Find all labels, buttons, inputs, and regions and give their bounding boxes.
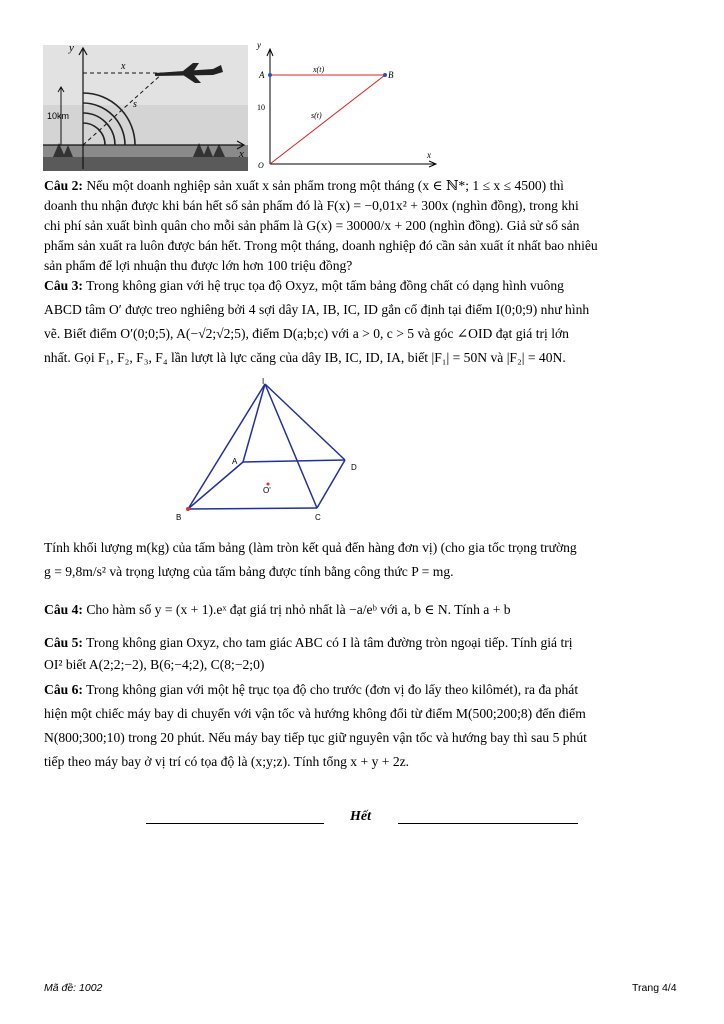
point-a	[268, 73, 272, 77]
position-graph	[255, 42, 440, 177]
graph-10-label: 10	[257, 103, 265, 112]
q3-line-4: nhất. Gọi F₁, F₂, F₃, F₄ lần lượt là lực căng của dây IB, IC, ID, IA, biết |F₁| = 50N và |F₂| = 40N.	[44, 350, 566, 365]
q5-title: Câu 5:	[44, 635, 83, 650]
label-o-prime: O'	[263, 486, 271, 495]
airplane-photo	[43, 45, 248, 171]
question-3	[44, 274, 684, 370]
q2-line-3: chi phí sản xuất bình quân cho mỗi sản phẩm là G(x) = 30000/x + 200 (nghìn đồng). Giả sử số sản	[44, 218, 580, 233]
q2-line-1: Nếu một doanh nghiệp sản xuất x sản phẩm trong một tháng (x ∈ ℕ*; 1 ≤ x ≤ 4500) thì	[86, 178, 564, 193]
q3-line-3: vẽ. Biết điểm O′(0;0;5), A(−√2;√2;5), điểm D(a;b;c) với a > 0, c > 5 và góc ∠OID đạt giá trị lớn	[44, 326, 569, 341]
q3-line-5: Tính khối lượng m(kg) của tấm bảng (làm tròn kết quả đến hàng đơn vị) (cho gia tốc trọng trường	[44, 540, 577, 555]
graph-st-label: s(t)	[311, 111, 322, 120]
label-a: A	[232, 457, 238, 466]
graph-axis-y-label: y	[257, 42, 261, 50]
graph-axis-x-label: x	[427, 150, 431, 160]
q5-line-2: OI² biết A(2;2;−2), B(6;−4;2), C(8;−2;0)	[44, 657, 265, 672]
q3-line-2: ABCD tâm O′ được treo nghiêng bởi 4 sợi dây IA, IB, IC, ID gắn cố định tại điểm I(0;0;9) như hình	[44, 302, 590, 317]
pyramid-diagram	[168, 378, 368, 528]
q2-title: Câu 2:	[44, 178, 83, 193]
photo-axis-x-label: x	[239, 148, 244, 160]
photo-axis-y-label: y	[69, 45, 74, 54]
photo-s-label: s	[133, 99, 137, 110]
q6-title: Câu 6:	[44, 682, 83, 697]
label-c: C	[315, 513, 321, 522]
q4-title: Câu 4:	[44, 602, 83, 617]
point-b	[383, 73, 387, 77]
q5-line-1: Trong không gian Oxyz, cho tam giác ABC có I là tâm đường tròn ngoại tiếp. Tính giá trị	[86, 635, 573, 650]
q6-line-3: N(800;300;10) trong 20 phút. Nếu máy bay tiếp tục giữ nguyên vận tốc và hướng bay thì sau 5 phút	[44, 730, 587, 745]
q6-line-1: Trong không gian với một hệ trục tọa độ cho trước (đơn vị đo lấy theo kilômét), ra đa phát	[86, 682, 579, 697]
q2-line-2: doanh thu nhận được khi bán hết số sản phẩm đó là F(x) = −0,01x² + 300x (nghìn đồng), trong khi	[44, 198, 579, 213]
graph-a-label: A	[259, 70, 265, 80]
label-d: D	[351, 463, 357, 472]
photo-x-label: x	[121, 61, 126, 72]
q4-text: Cho hàm số y = (x + 1).eˣ đạt giá trị nhỏ nhất là −a/eᵇ với a, b ∈ N. Tính a + b	[86, 602, 511, 617]
end-text: Hết	[350, 809, 371, 824]
question-5	[44, 632, 684, 676]
end-divider-right	[398, 823, 578, 824]
label-i: I	[262, 378, 265, 386]
graph-b-label: B	[388, 70, 394, 80]
label-b: B	[176, 513, 182, 522]
photo-height-label: 10km	[47, 111, 70, 121]
question-6	[44, 678, 684, 774]
question-3-continued	[44, 536, 684, 584]
exam-code: Mã đề: 1002	[44, 982, 103, 994]
graph-origin-label: O	[258, 161, 264, 170]
q3-title: Câu 3:	[44, 278, 83, 293]
q3-line-1: Trong không gian với hệ trục tọa độ Oxyz, một tấm bảng đồng chất có dạng hình vuông	[86, 278, 564, 293]
end-divider-left	[146, 823, 324, 824]
question-4	[44, 600, 684, 620]
q6-line-2: hiện một chiếc máy bay di chuyển với vận tốc và hướng không đổi từ điểm M(500;200;8) đến điểm	[44, 706, 586, 721]
graph-xt-label: x(t)	[313, 65, 325, 74]
page-number: Trang 4/4	[632, 982, 677, 994]
vertex-b-dot	[186, 507, 190, 511]
q2-line-5: sản phẩm để lợi nhuận thu được lớn hơn 100 triệu đồng?	[44, 258, 353, 273]
question-2	[44, 176, 684, 276]
q2-line-4: phẩm sản xuất ra luôn được bán hết. Trong một tháng, doanh nghiệp đó cần sản xuất ít nhất bao nhiêu	[44, 238, 598, 253]
q6-line-4: tiếp theo máy bay ở vị trí có tọa độ là (x;y;z). Tính tổng x + y + 2z.	[44, 754, 410, 769]
q3-line-6: g = 9,8m/s² và trọng lượng của tấm bảng được tính bằng công thức P = mg.	[44, 564, 454, 579]
